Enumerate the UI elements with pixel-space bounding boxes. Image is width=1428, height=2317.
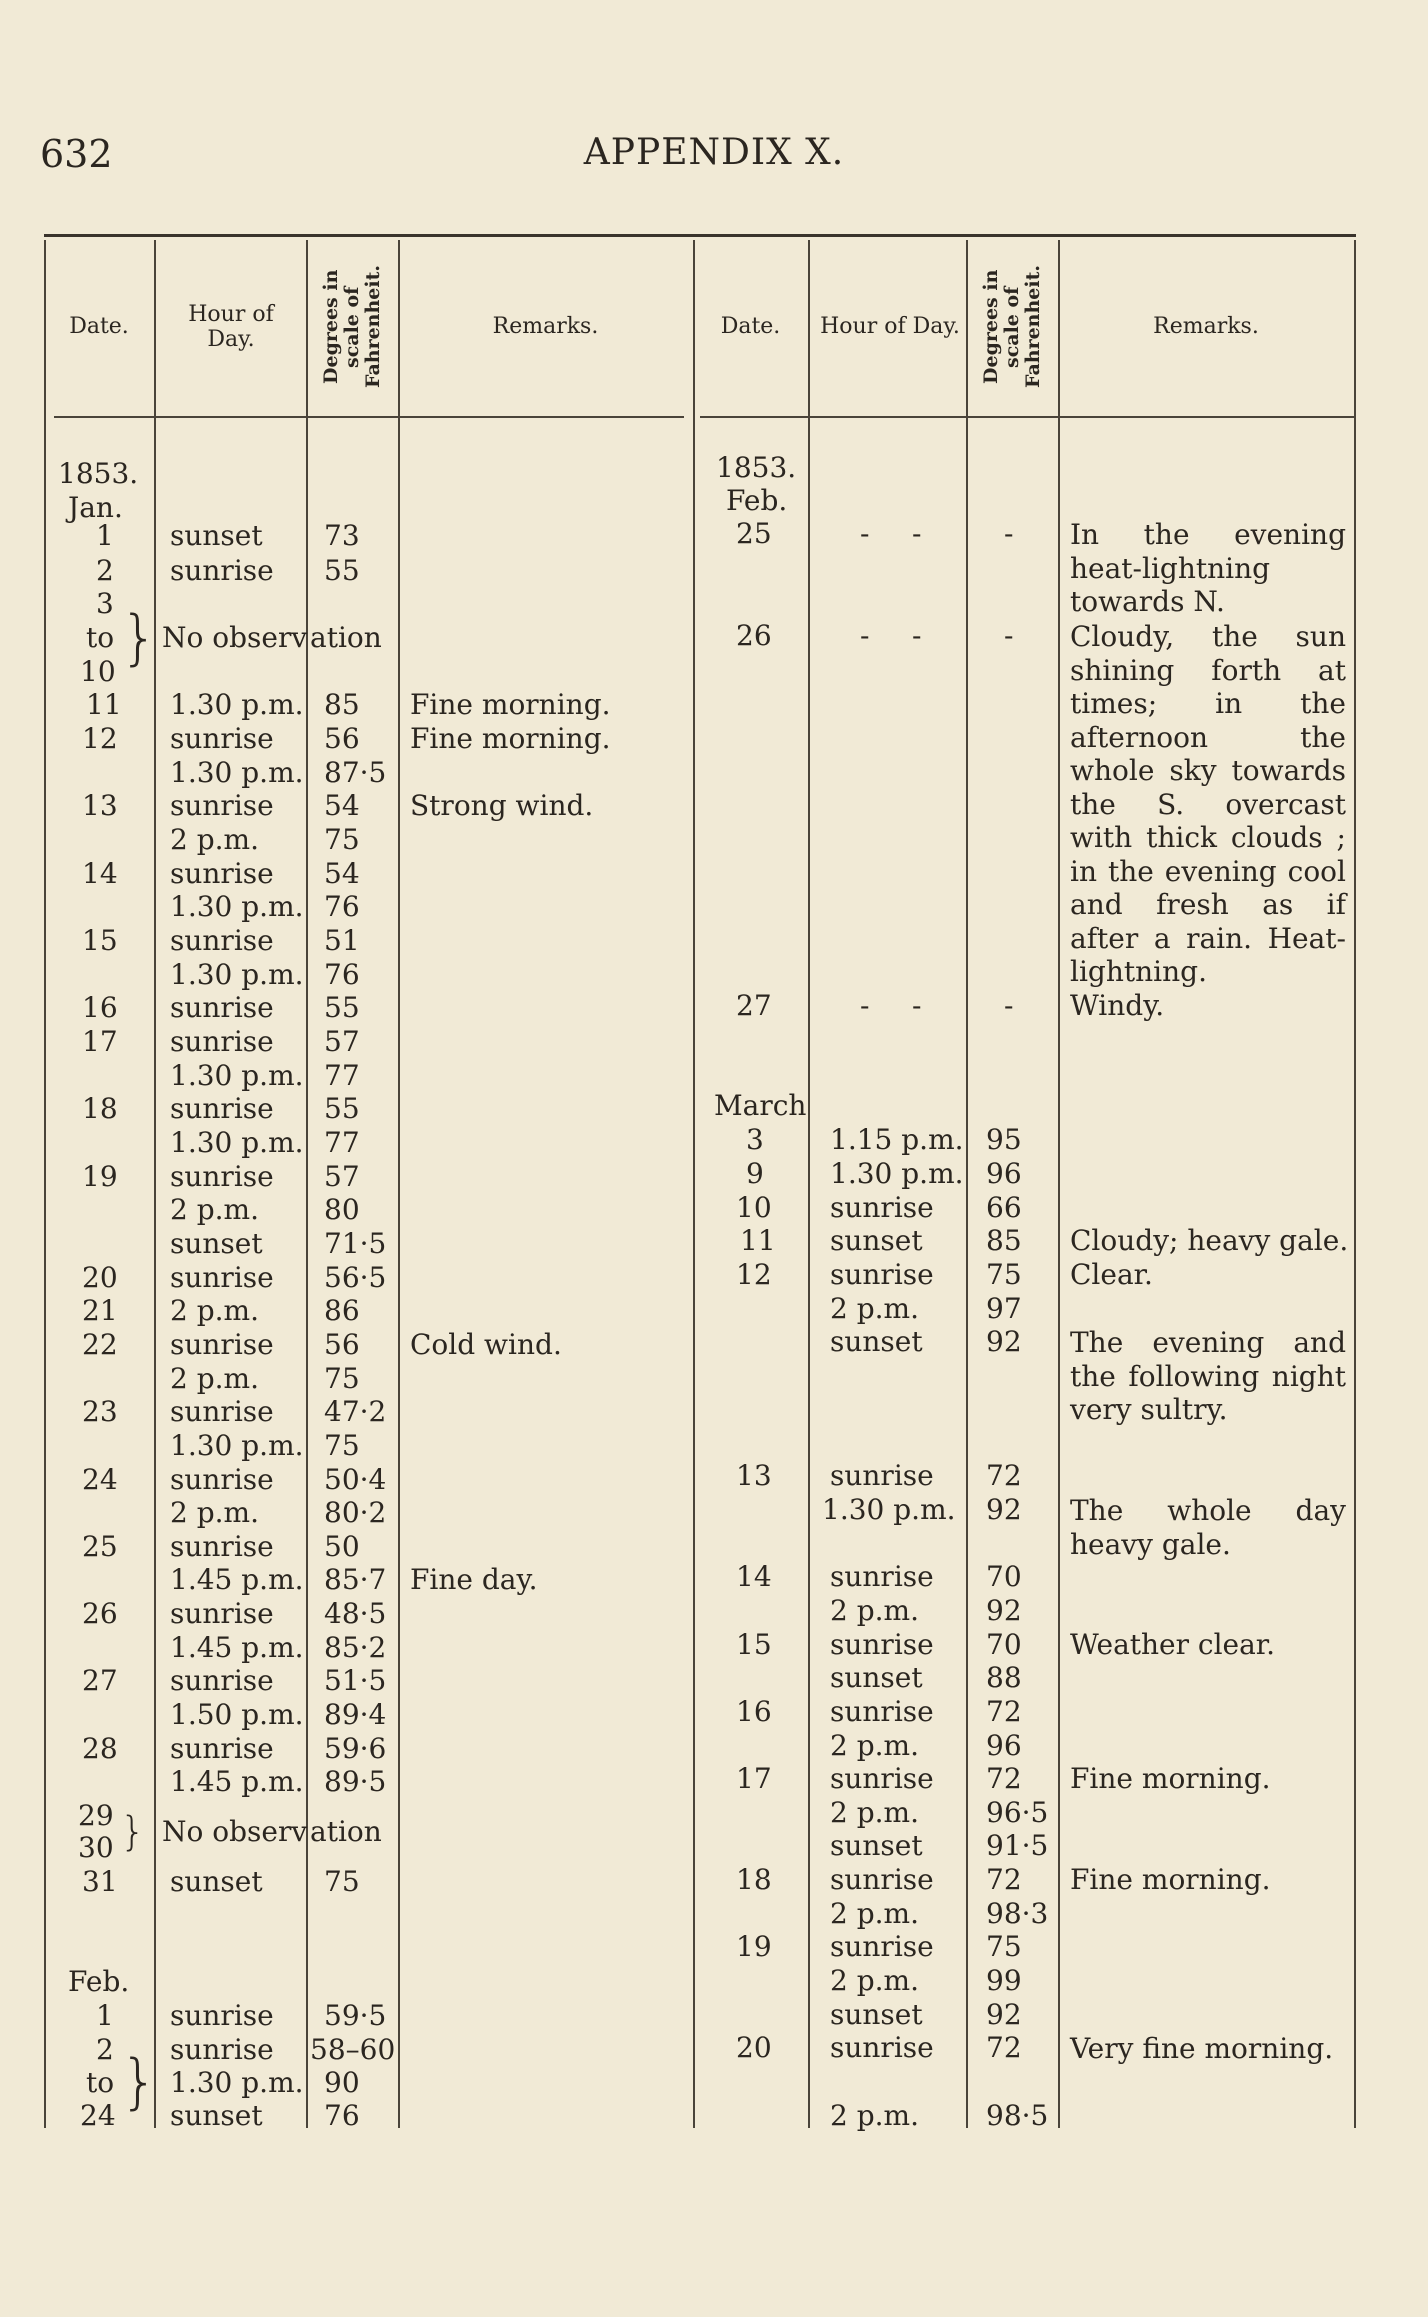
date-range-start: 2 [96, 2033, 114, 2066]
hour-cell: sunrise [170, 857, 274, 890]
hour-cell: 1.30 p.m. [170, 890, 304, 923]
hour-cell: sunrise [170, 1664, 274, 1697]
hour-cell: sunrise [170, 1999, 274, 2032]
dash-mark: - [860, 619, 870, 652]
hour-cell: 1.30 p.m. [170, 958, 304, 991]
hour-cell: 1.15 p.m. [830, 1123, 964, 1156]
date-cell: 26 [736, 619, 772, 652]
date-cell: 23 [82, 1395, 118, 1428]
dash-mark: - [1004, 619, 1014, 652]
date-cell: 17 [736, 1762, 772, 1795]
hour-cell: sunrise [170, 1530, 274, 1563]
hour-cell: 2 p.m. [170, 1294, 259, 1327]
hour-cell: sunrise [830, 1762, 934, 1795]
hour-cell: sunrise [170, 1092, 274, 1125]
degree-cell: 75 [324, 1865, 360, 1898]
year-label: 1853. [716, 451, 797, 484]
degree-cell: 89·5 [324, 1765, 387, 1798]
hour-cell: 1.45 p.m. [170, 1563, 304, 1596]
hour-cell: sunrise [830, 1863, 934, 1896]
dash-mark: - [912, 517, 922, 550]
degree-cell: 72 [986, 1695, 1022, 1728]
degree-cell: 85 [986, 1224, 1022, 1257]
hour-cell: sunset [170, 1865, 263, 1898]
degree-cell: 55 [324, 554, 360, 587]
month-label: Jan. [68, 491, 123, 524]
hour-cell: sunrise [170, 1463, 274, 1496]
hour-cell: 1.50 p.m. [170, 1698, 304, 1731]
date-cell: 20 [736, 2031, 772, 2064]
hour-cell: 1.30 p.m. [822, 1493, 956, 1526]
date-cell: 28 [82, 1732, 118, 1765]
degree-cell: 76 [324, 890, 360, 923]
degree-cell: 50·4 [324, 1463, 387, 1496]
degree-cell: 92 [986, 1493, 1022, 1526]
date-cell: 21 [82, 1294, 118, 1327]
brace-icon: } [120, 603, 159, 673]
no-observation-b: ation [310, 1815, 382, 1848]
hour-cell: sunrise [170, 1025, 274, 1058]
degree-cell: 73 [324, 519, 360, 552]
date-cell: 17 [82, 1025, 118, 1058]
column-rule [44, 240, 46, 2128]
degree-cell: 97 [986, 1292, 1022, 1325]
degree-cell: 71·5 [324, 1227, 387, 1260]
remark-cell: Fine morning. [1070, 1863, 1271, 1896]
degree-cell: 51 [324, 924, 360, 957]
no-observation-a: No observ [162, 1815, 308, 1848]
degree-cell: 57 [324, 1025, 360, 1058]
degree-cell: 48·5 [324, 1597, 387, 1630]
hour-cell: 1.30 p.m. [170, 2066, 304, 2099]
hour-cell: 1.30 p.m. [170, 688, 304, 721]
hour-cell: sunrise [170, 722, 274, 755]
hour-cell: sunrise [170, 924, 274, 957]
remark-cell: Cloudy; heavy gale. [1070, 1224, 1349, 1257]
hour-cell: 1.30 p.m. [830, 1157, 964, 1190]
no-observation-a: No observ [162, 621, 308, 654]
degree-cell: 55 [324, 991, 360, 1024]
degree-cell: 51·5 [324, 1664, 387, 1697]
hour-cell: 2 p.m. [830, 1796, 919, 1829]
date-cell: 31 [82, 1865, 118, 1898]
date-range-start: 3 [96, 587, 114, 620]
month-label: Feb. [726, 484, 788, 517]
date-cell: 11 [86, 688, 122, 721]
column-rule [398, 240, 400, 2128]
hour-cell: sunrise [170, 554, 274, 587]
hour-cell: sunset [830, 1661, 923, 1694]
hour-cell: sunset [830, 1224, 923, 1257]
hour-cell: 1.30 p.m. [170, 1126, 304, 1159]
degree-cell: 57 [324, 1160, 360, 1193]
degree-cell: 70 [986, 1560, 1022, 1593]
date-cell: 14 [82, 857, 118, 890]
degree-cell: 75 [324, 1362, 360, 1395]
brace-icon: } [120, 2047, 159, 2117]
header-remarks: Remarks. [1153, 314, 1259, 340]
header-rule [54, 416, 684, 418]
degree-cell: 58–60 [310, 2033, 396, 2066]
column-rule [808, 240, 810, 2128]
dash-mark: - [912, 989, 922, 1022]
remark-cell: Clear. [1070, 1258, 1153, 1291]
degree-cell: 88 [986, 1661, 1022, 1694]
remark-cell: The evening and the following night very sultry. [1070, 1326, 1346, 1426]
degree-cell: 95 [986, 1123, 1022, 1156]
hour-cell: sunrise [830, 1628, 934, 1661]
date-cell: 13 [736, 1459, 772, 1492]
top-rule [44, 234, 1356, 237]
degree-cell: 99 [986, 1964, 1022, 1997]
date-cell: 14 [736, 1560, 772, 1593]
no-observation-b: ation [310, 621, 382, 654]
degree-cell: 54 [324, 789, 360, 822]
hour-cell: sunrise [170, 1732, 274, 1765]
date-cell: 20 [82, 1261, 118, 1294]
date-cell: 25 [82, 1530, 118, 1563]
header-hour: Hour of Day. [188, 301, 274, 352]
degree-cell: 72 [986, 1459, 1022, 1492]
hour-cell: 2 p.m. [830, 1897, 919, 1930]
header-remarks: Remarks. [492, 314, 599, 340]
degree-cell: 55 [324, 1092, 360, 1125]
degree-cell: 96 [986, 1157, 1022, 1190]
page-number: 632 [40, 132, 113, 176]
hour-cell: sunset [170, 1227, 263, 1260]
date-cell: 18 [82, 1092, 118, 1125]
date-cell: 1 [96, 1999, 114, 2032]
hour-cell: 2 p.m. [830, 1292, 919, 1325]
hour-cell: 2 p.m. [830, 2099, 919, 2132]
date-cell: 1 [96, 519, 114, 552]
column-rule [154, 240, 156, 2128]
column-rule [1354, 240, 1356, 2128]
month-label: Feb. [68, 1965, 130, 1998]
date-cell: 11 [740, 1224, 776, 1257]
hour-cell: sunrise [170, 789, 274, 822]
hour-cell: 2 p.m. [830, 1729, 919, 1762]
hour-cell: sunrise [830, 1459, 934, 1492]
degree-cell: 75 [986, 1930, 1022, 1963]
hour-cell: 1.30 p.m. [170, 756, 304, 789]
hour-cell: sunset [830, 1325, 923, 1358]
degree-cell: 72 [986, 1762, 1022, 1795]
remark-cell: In the evening heat-lightning towards N. [1070, 518, 1346, 618]
remark-cell: Strong wind. [410, 789, 594, 822]
hour-cell: sunset [170, 519, 263, 552]
degree-cell: 75 [324, 823, 360, 856]
date-cell: 9 [746, 1157, 764, 1190]
header-date: Date. [720, 314, 781, 340]
date-cell: 12 [82, 722, 118, 755]
date-cell: 24 [82, 1463, 118, 1496]
header-date: Date. [69, 314, 129, 340]
remark-cell: Fine day. [410, 1563, 538, 1596]
date-cell: 15 [736, 1628, 772, 1661]
hour-cell: 2 p.m. [830, 1594, 919, 1627]
header-hour: Hour of Day. [820, 314, 960, 340]
degree-cell: 50 [324, 1530, 360, 1563]
hour-cell: sunrise [830, 1560, 934, 1593]
hour-cell: sunrise [170, 1261, 274, 1294]
remark-cell: Fine morning. [410, 688, 611, 721]
hour-cell: 1.30 p.m. [170, 1059, 304, 1092]
degree-cell: 77 [324, 1059, 360, 1092]
remark-cell: Fine morning. [410, 722, 611, 755]
date-cell: 27 [82, 1664, 118, 1697]
date-cell: 16 [736, 1695, 772, 1728]
hour-cell: sunset [830, 1998, 923, 2031]
date-cell: 16 [82, 991, 118, 1024]
degree-cell: 75 [324, 1429, 360, 1462]
hour-cell: sunrise [170, 1328, 274, 1361]
degree-cell: 77 [324, 1126, 360, 1159]
remark-cell: Windy. [1070, 989, 1165, 1022]
degree-cell: 56 [324, 722, 360, 755]
column-rule [1058, 240, 1060, 2128]
date-cell: 3 [746, 1123, 764, 1156]
running-head: APPENDIX X. [583, 132, 845, 173]
date-cell: 12 [736, 1258, 772, 1291]
dash-mark: - [1004, 989, 1014, 1022]
column-rule [966, 240, 968, 2128]
date-range-end: 24 [80, 2099, 116, 2132]
date-cell: 19 [82, 1160, 118, 1193]
dash-mark: - [912, 619, 922, 652]
date-cell: 10 [736, 1191, 772, 1224]
degree-cell: 85·2 [324, 1631, 387, 1664]
degree-cell: 85 [324, 688, 360, 721]
hour-cell: 1.45 p.m. [170, 1631, 304, 1664]
degree-cell: 96·5 [986, 1796, 1049, 1829]
degree-cell: 54 [324, 857, 360, 890]
degree-cell: 72 [986, 1863, 1022, 1896]
header-rule [700, 416, 1354, 418]
date-range-to: to [86, 621, 115, 654]
degree-cell: 98·3 [986, 1897, 1049, 1930]
year-label: 1853. [58, 457, 139, 490]
degree-cell: 92 [986, 1594, 1022, 1627]
header-degrees: Degrees in scale of Fahrenheit. [319, 265, 384, 389]
hour-cell: 2 p.m. [830, 1964, 919, 1997]
hour-cell: sunrise [170, 1395, 274, 1428]
degree-cell: 56 [324, 1328, 360, 1361]
remark-cell: Weather clear. [1070, 1628, 1276, 1661]
hour-cell: sunrise [830, 1258, 934, 1291]
brace-icon: } [120, 1809, 146, 1855]
degree-cell: 72 [986, 2031, 1022, 2064]
month-label: March [714, 1089, 807, 1122]
degree-cell: 56·5 [324, 1261, 387, 1294]
degree-cell: 47·2 [324, 1395, 387, 1428]
hour-cell: 2 p.m. [170, 1193, 259, 1226]
degree-cell: 90 [324, 2066, 360, 2099]
date-cell: 27 [736, 989, 772, 1022]
date-range-end: 30 [78, 1831, 114, 1864]
dash-mark: - [1004, 517, 1014, 550]
hour-cell: sunrise [170, 1160, 274, 1193]
degree-cell: 92 [986, 1998, 1022, 2031]
hour-cell: sunrise [170, 1597, 274, 1630]
hour-cell: sunrise [830, 1191, 934, 1224]
degree-cell: 75 [986, 1258, 1022, 1291]
degree-cell: 91·5 [986, 1829, 1049, 1862]
header-degrees: Degrees in scale of Fahrenheit. [979, 265, 1044, 389]
degree-cell: 66 [986, 1191, 1022, 1224]
hour-cell: sunrise [830, 1695, 934, 1728]
hour-cell: sunrise [830, 2031, 934, 2064]
degree-cell: 80 [324, 1193, 360, 1226]
date-cell: 25 [736, 517, 772, 550]
degree-cell: 80·2 [324, 1496, 387, 1529]
degree-cell: 92 [986, 1325, 1022, 1358]
degree-cell: 87·5 [324, 756, 387, 789]
remark-cell: The whole day heavy gale. [1070, 1494, 1346, 1561]
degree-cell: 59·6 [324, 1732, 387, 1765]
column-rule [693, 240, 695, 2128]
hour-cell: sunrise [830, 1930, 934, 1963]
hour-cell: 2 p.m. [170, 1496, 259, 1529]
hour-cell: sunrise [170, 2033, 274, 2066]
remark-cell: Very fine morning. [1070, 2032, 1334, 2065]
date-cell: 19 [736, 1930, 772, 1963]
hour-cell: sunrise [170, 991, 274, 1024]
degree-cell: 85·7 [324, 1563, 387, 1596]
hour-cell: 2 p.m. [170, 1362, 259, 1395]
dash-mark: - [860, 989, 870, 1022]
date-cell: 18 [736, 1863, 772, 1896]
remark-cell: Cold wind. [410, 1328, 562, 1361]
remark-cell: Cloudy, the sun shining forth at times; in the afternoon the whole sky towards the S. overcast with thick clouds ; in the evening cool and fresh as if after a rain. Heat-lightning. [1070, 620, 1346, 988]
degree-cell: 76 [324, 2099, 360, 2132]
hour-cell: 2 p.m. [170, 823, 259, 856]
degree-cell: 86 [324, 1294, 360, 1327]
date-cell: 15 [82, 924, 118, 957]
hour-cell: sunset [170, 2099, 263, 2132]
date-range-to: to [86, 2066, 115, 2099]
date-range-end: 10 [80, 655, 116, 688]
dash-mark: - [860, 517, 870, 550]
date-cell: 26 [82, 1597, 118, 1630]
degree-cell: 70 [986, 1628, 1022, 1661]
date-cell: 22 [82, 1328, 118, 1361]
date-cell: 2 [96, 554, 114, 587]
hour-cell: 1.30 p.m. [170, 1429, 304, 1462]
degree-cell: 96 [986, 1729, 1022, 1762]
date-range-start: 29 [78, 1799, 114, 1832]
degree-cell: 59·5 [324, 1999, 387, 2032]
remark-cell: Fine morning. [1070, 1762, 1271, 1795]
date-cell: 13 [82, 789, 118, 822]
degree-cell: 98·5 [986, 2099, 1049, 2132]
degree-cell: 89·4 [324, 1698, 387, 1731]
hour-cell: sunset [830, 1829, 923, 1862]
degree-cell: 76 [324, 958, 360, 991]
hour-cell: 1.45 p.m. [170, 1765, 304, 1798]
